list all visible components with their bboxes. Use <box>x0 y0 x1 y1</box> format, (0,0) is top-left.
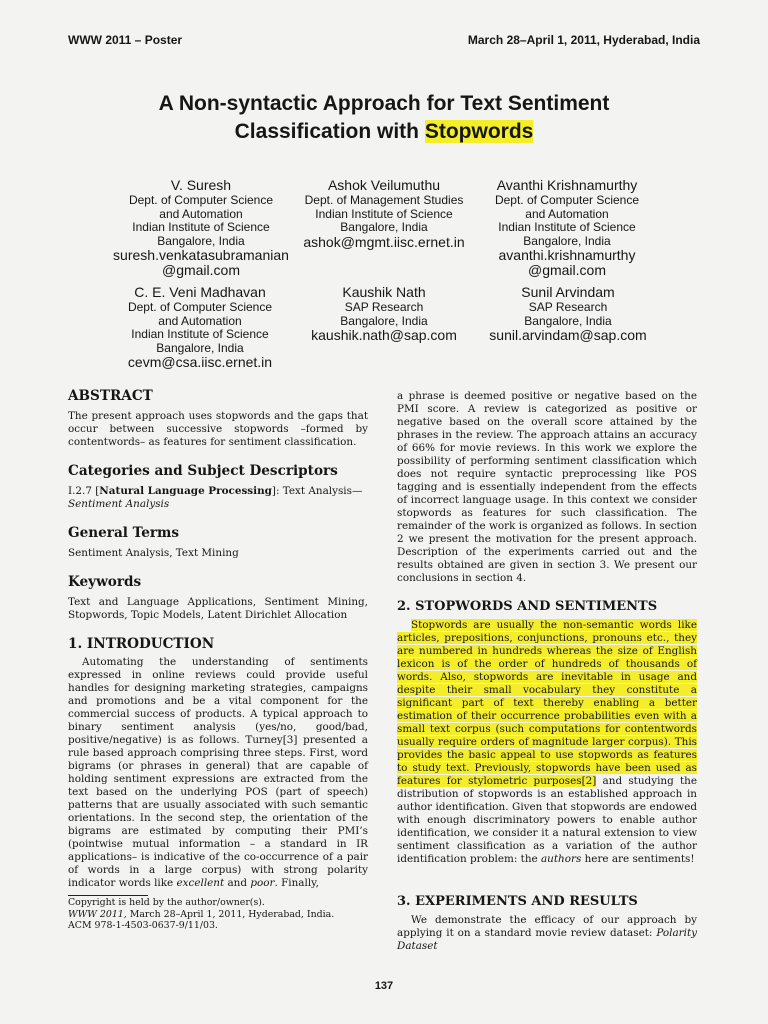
conference-details: March 28–April 1, 2011, Hyderabad, India. <box>126 908 335 920</box>
title-line-1: A Non-syntactic Approach for Text Sentiment <box>158 92 610 115</box>
author-affiliation-line: Bangalore, India <box>340 313 428 328</box>
author-affiliation-line: SAP Research <box>528 300 608 314</box>
introduction-heading: 1. INTRODUCTION <box>68 636 215 652</box>
category-name: Natural Language Processing <box>99 485 272 497</box>
author-email: kaushik.nath@sap.com <box>311 327 457 344</box>
author-block-2 <box>284 177 484 250</box>
general-terms-text: Sentiment Analysis, Text Mining <box>68 547 239 559</box>
category-subject: ]: Text Analysis— <box>271 485 363 497</box>
introduction-continued: a phrase is deemed positive or negative based on the PMI score. A review is categorized as positive or negative based on the overall score attained by the phrases in the review. The approach attains an accuracy of 66% for movie reviews. In this work we explore the possibility of performing sentiment classification which does not require syntactic preprocessing like POS tagging and is essentially independent from the effects of incorrect language usage. In this context we consider stopwords as features for such classification. The remainder of the work is organized as follows. In section 2 we present the motivation for the present approach. Description of the experiments carried out and the results obtained are given in section 3. We present our conclusions in section 4. <box>397 390 697 584</box>
copyright-line: Copyright is held by the author/owner(s). <box>68 897 265 908</box>
author-affiliation-line: Indian Institute of Science <box>132 220 270 235</box>
running-header <box>68 33 700 49</box>
page-number: 137 <box>374 980 394 992</box>
author-email: sunil.arvindam@sap.com <box>489 327 647 344</box>
intro-emphasis: excellent <box>176 877 225 889</box>
category-code: I.2.7 [ <box>68 485 100 497</box>
author-affiliation-line: Bangalore, India <box>524 313 612 328</box>
author-block-6 <box>470 284 666 343</box>
author-affiliation-line: SAP Research <box>344 300 424 314</box>
keywords-text: Text and Language Applications, Sentiment Mining, Stopwords, Topic Models, Latent Dirichlet Allocation <box>68 596 368 621</box>
author-block-4 <box>100 284 300 370</box>
author-affiliation-line: Indian Institute of Science <box>498 220 636 235</box>
paper-title <box>0 90 768 146</box>
keywords-heading: Keywords <box>68 574 142 590</box>
author-affiliation-line: Indian Institute of Science <box>131 327 269 342</box>
author-email: @gmail.com <box>527 262 606 279</box>
conference-line <box>68 909 368 921</box>
author-block-3 <box>474 177 660 278</box>
section-2-text <box>397 619 697 866</box>
author-affiliation-line: Dept. of Computer Science <box>127 300 273 314</box>
abstract-heading: ABSTRACT <box>68 388 153 404</box>
author-name: C. E. Veni Madhavan <box>134 284 266 300</box>
category-descriptor: Sentiment Analysis <box>68 498 170 510</box>
author-affiliation-line: Bangalore, India <box>157 233 245 248</box>
author-name: V. Suresh <box>170 177 232 193</box>
author-block-1 <box>94 177 308 278</box>
section-2-body: and studying the distribution of stopwords is an established approach in author identification. Given that stopwords are endowed with enough discriminatory powers to enable author identification, we consider it a natural extension to view sentiment classification as a variation of the author identification problem: the <box>397 775 697 865</box>
categories-heading: Categories and Subject Descriptors <box>68 463 338 479</box>
copyright-footnote <box>68 895 368 932</box>
section-3-text <box>397 914 697 953</box>
intro-emphasis: poor <box>250 877 275 889</box>
intro-connector: and <box>224 877 251 889</box>
author-name: Kaushik Nath <box>342 284 426 300</box>
header-venue: WWW 2011 – Poster <box>68 33 183 47</box>
author-name: Ashok Veilumuthu <box>327 177 441 193</box>
left-column <box>68 388 368 890</box>
section-3-heading: 3. EXPERIMENTS AND RESULTS <box>397 894 638 909</box>
author-name: Avanthi Krishnamurthy <box>496 177 638 193</box>
title-line-2-prefix: Classification with <box>234 120 425 143</box>
author-affiliation-line: Bangalore, India <box>523 233 611 248</box>
title-highlighted-word: Stopwords <box>424 120 534 143</box>
author-email: @gmail.com <box>161 262 240 279</box>
intro-body: Automating the understanding of sentiments expressed in online reviews could provide useful handles for designing marketing strategies, campaigns and promotions and be a vital component for the commercial success of products. A typical approach to binary sentiment analysis (yes/no, good/bad, positive/negative) is as follows. Turney[3] presented a rule based approach comprising three steps. First, word bigrams (or phrases in general) that are capable of holding sentiment expressions are extracted from the text based on the underlying POS (part of speech) patterns that are usually associated with such semantic orientations. In the second step, the orientation of the bigrams are estimated by computing their PMI’s (pointwise mutual information – a standard in IR applications– is indicative of the co-occurrence of a pair of words in a large corpus) with strong polarity indicator words like <box>68 656 368 889</box>
conference-name: WWW 2011, <box>68 908 127 920</box>
author-affiliation-line: and Automation <box>525 206 609 221</box>
author-affiliation-line: Indian Institute of Science <box>315 206 453 221</box>
section-2-tail: here are sentiments! <box>581 853 695 865</box>
author-affiliation-line: and Automation <box>158 313 242 328</box>
dataset-name: Polarity Dataset <box>397 927 697 952</box>
title-line-2 <box>0 118 768 146</box>
section-2-emphasis: authors <box>540 853 582 865</box>
author-block-5 <box>284 284 484 343</box>
highlighted-passage: Stopwords are usually the non-semantic words like articles, prepositions, conjunctions, pronouns etc., they are numbered in hundreds whereas the size of English lexicon is of the order of hundreds of thousands of words. Also, stopwords are inevitable in usage and despite their small vocabulary they constitute a significant part of text thereby enabling a better estimation of their occurrence probabilities even with a small text corpus (such computations for contentwords usually require orders of magnitude larger corpus). This provides the basic appeal to use stopwords as features to study text. Previously, stopwords have been used as features for stylometric purposes[2] <box>397 619 697 787</box>
intro-tail: . Finally, <box>274 877 319 889</box>
right-column <box>397 390 697 953</box>
author-affiliation-line: Dept. of Computer Science <box>494 193 640 207</box>
abstract-text: The present approach uses stopwords and the gaps that occur between successive stopwords –formed by contentwords– as features for sentiment classification. <box>68 410 368 448</box>
acm-line: ACM 978-1-4503-0637-9/11/03. <box>68 920 218 932</box>
author-email: avanthi.krishnamurthy <box>498 247 636 264</box>
author-affiliation-line: Bangalore, India <box>156 340 244 355</box>
author-email: ashok@mgmt.iisc.ernet.in <box>303 233 465 250</box>
author-email: suresh.venkatasubramanian <box>113 247 289 264</box>
section-2-heading: 2. STOPWORDS AND SENTIMENTS <box>397 599 658 614</box>
footnote-rule <box>68 895 148 896</box>
author-name: Sunil Arvindam <box>521 284 615 300</box>
author-email: cevm@csa.iisc.ernet.in <box>127 354 273 371</box>
author-affiliation-line: Bangalore, India <box>340 220 428 235</box>
section-3-body: We demonstrate the efficacy of our approach by applying it on a standard movie review dataset: <box>397 914 697 939</box>
author-affiliation-line: and Automation <box>159 206 243 221</box>
header-date-location: March 28–April 1, 2011, Hyderabad, India <box>467 33 700 47</box>
categories-text <box>68 485 368 511</box>
author-affiliation-line: Dept. of Computer Science <box>128 193 274 207</box>
author-affiliation-line: Dept. of Management Studies <box>304 193 464 207</box>
general-terms-heading: General Terms <box>68 525 180 541</box>
introduction-text <box>68 656 368 890</box>
